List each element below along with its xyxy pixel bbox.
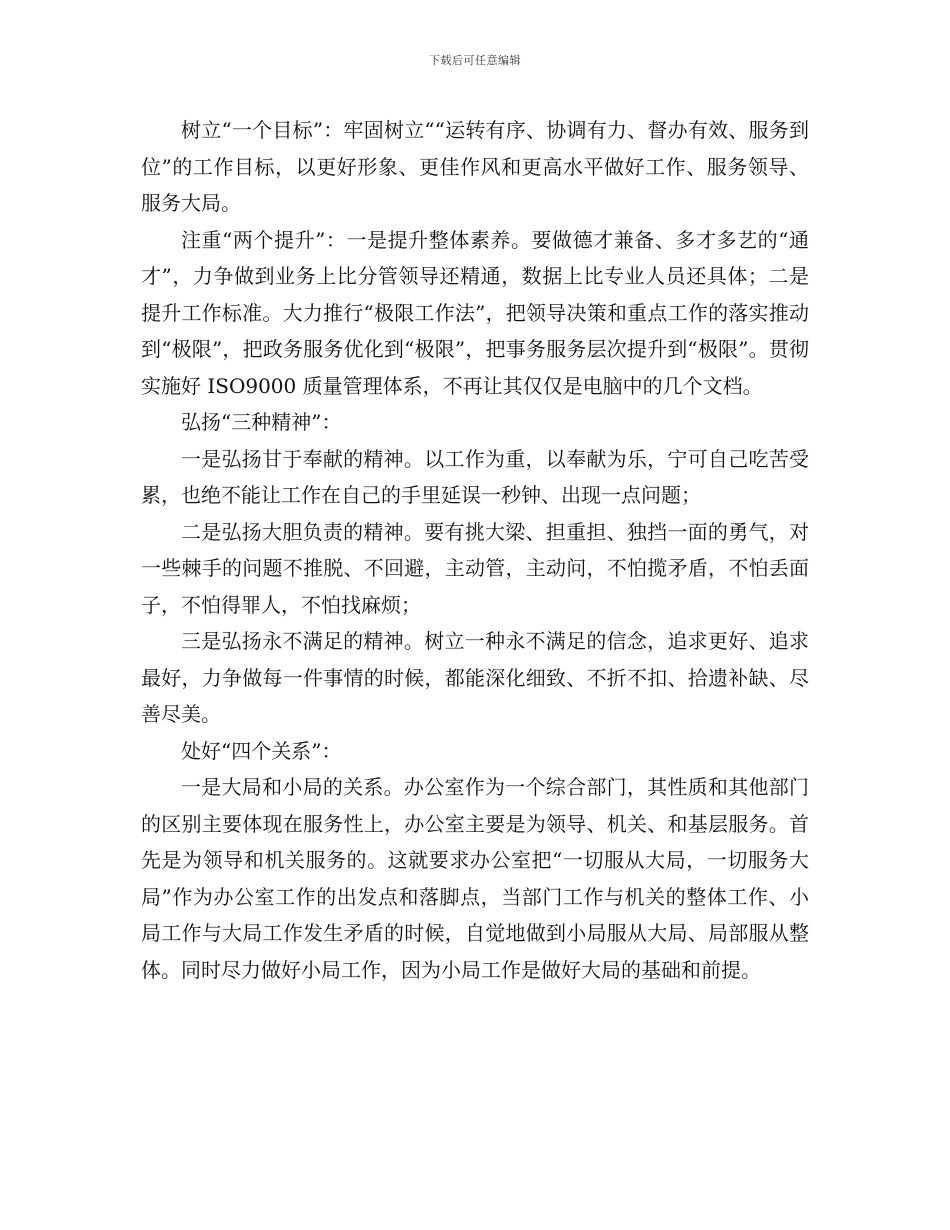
heading-four-relations: 处好“四个关系”： xyxy=(181,738,342,763)
page-header: 下载后可任意编辑 xyxy=(429,54,521,67)
paragraph-spirit-dedication: 一是弘扬甘于奉献的精神。以工作为重，以奉献为乐，宁可自己吃苦受累，也绝不能让工作在自己的手里延误一秒钟、出现一点问题； xyxy=(141,446,809,507)
paragraph-relation-big-small: 一是大局和小局的关系。办公室作为一个综合部门，其性质和其他部门的区别主要体现在服务性上，办公室主要是为领导、机关、和基层服务。首先是为领导和机关服务的。这就要求办公室把“一切服从大局，一切服务大局”作为办公室工作的出发点和落脚点，当部门工作与机关的整体工作、小局工作与大局工作发生矛盾的时候，自觉地做到小局服从大局、局部服从整体。同时尽力做好小局工作，因为小局工作是做好大局的基础和前提。 xyxy=(141,775,809,982)
paragraph-spirit-responsibility: 二是弘扬大胆负责的精神。要有挑大梁、担重担、独挡一面的勇气，对一些棘手的问题不推脱、不回避，主动管，主动问，不怕揽矛盾，不怕丢面子，不怕得罪人，不怕找麻烦； xyxy=(141,519,809,617)
paragraph-one-goal: 树立“一个目标”：牢固树立““运转有序、协调有力、督办有效、服务到位”的工作目标，以更好形象、更佳作风和更高水平做好工作、服务领导、服务大局。 xyxy=(141,118,809,215)
heading-three-spirits: 弘扬“三种精神”： xyxy=(181,410,342,434)
paragraph-spirit-never-satisfied: 三是弘扬永不满足的精神。树立一种永不满足的信念，追求更好、追求最好，力争做每一件事情的时候，都能深化细致、不折不扣、拾遗补缺、尽善尽美。 xyxy=(141,629,809,726)
paragraph-two-improvements: 注重“两个提升”：一是提升整体素养。要做德才兼备、多才多艺的“通才”，力争做到业务上比分管领导还精通，数据上比专业人员还具体；二是提升工作标准。大力推行“极限工作法”，把领导决策和重点工作的落实推动到“极限”，把政务服务优化到“极限”，把事务服务层次提升到“极限”。贯彻实施好 ISO9000 质量管理体系，不再让其仅仅是电脑中的几个文档。 xyxy=(141,227,809,398)
document-body xyxy=(141,112,809,988)
